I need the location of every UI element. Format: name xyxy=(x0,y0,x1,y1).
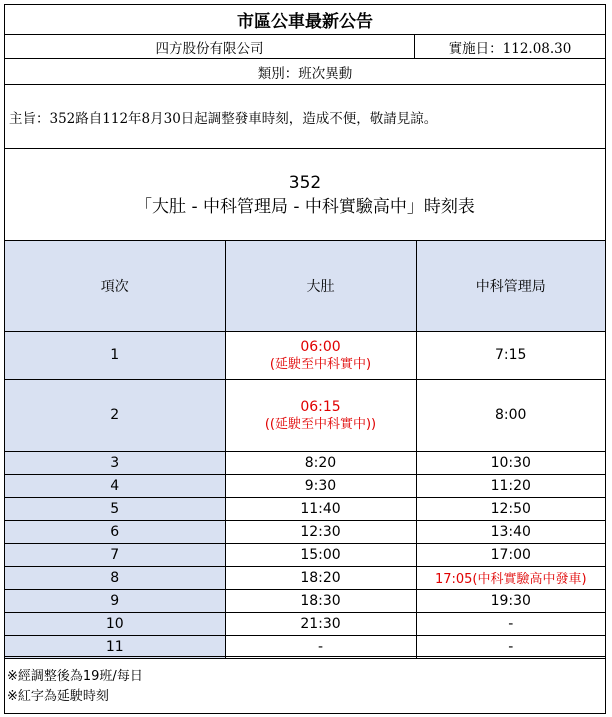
row-index: 11 xyxy=(5,635,225,658)
row-index: 3 xyxy=(5,451,225,474)
dadu-time: 9:30 xyxy=(225,474,416,497)
dadu-time xyxy=(225,379,416,451)
table-row xyxy=(5,379,605,451)
dadu-time: 12:30 xyxy=(225,520,416,543)
notice-sheet xyxy=(4,4,606,714)
dadu-time-note: (延駛至中科實中) xyxy=(269,356,372,372)
mgmt-time: 10:30 xyxy=(416,451,605,474)
table-row xyxy=(5,589,605,612)
dadu-time xyxy=(225,331,416,379)
company-name: 四方股份有限公司 xyxy=(5,35,415,58)
mgmt-time: 17:05(中科實驗高中發車) xyxy=(416,566,605,589)
row-index: 2 xyxy=(5,379,225,451)
mgmt-time: 17:00 xyxy=(416,543,605,566)
mgmt-time: 11:20 xyxy=(416,474,605,497)
mgmt-time: 8:00 xyxy=(416,379,605,451)
timetable xyxy=(5,241,605,659)
dadu-time-note: ((延駛至中科實中)) xyxy=(264,416,377,432)
row-index: 6 xyxy=(5,520,225,543)
route-number: 352 xyxy=(288,172,322,193)
mgmt-time: 19:30 xyxy=(416,589,605,612)
subject-text: 主旨：352路自112年8月30日起調整發車時刻，造成不便，敬請見諒。 xyxy=(5,85,605,149)
table-row xyxy=(5,451,605,474)
row-index: 4 xyxy=(5,474,225,497)
dadu-time: 21:30 xyxy=(225,612,416,635)
mgmt-time: 7:15 xyxy=(416,331,605,379)
row-index: 9 xyxy=(5,589,225,612)
dadu-time: 8:20 xyxy=(225,451,416,474)
footnotes xyxy=(5,656,605,713)
dadu-time: 18:30 xyxy=(225,589,416,612)
table-row xyxy=(5,497,605,520)
mgmt-time: - xyxy=(416,612,605,635)
mgmt-time: 13:40 xyxy=(416,520,605,543)
header-mgmt: 中科管理局 xyxy=(416,241,605,331)
category-label: 類別：班次異動 xyxy=(5,59,605,85)
table-row xyxy=(5,331,605,379)
effective-date: 實施日：112.08.30 xyxy=(448,40,572,57)
mgmt-time: - xyxy=(416,635,605,658)
table-row xyxy=(5,566,605,589)
dadu-time: 11:40 xyxy=(225,497,416,520)
timetable-header xyxy=(5,241,605,331)
table-row xyxy=(5,635,605,658)
timetable-title xyxy=(5,149,605,241)
mgmt-time: 12:50 xyxy=(416,497,605,520)
dadu-time-value: 06:15 xyxy=(300,398,341,415)
footnote-red-legend: ※紅字為延駛時刻 xyxy=(7,689,109,704)
company-row xyxy=(5,35,605,59)
dadu-time-value: 06:00 xyxy=(300,338,341,355)
dadu-time: 15:00 xyxy=(225,543,416,566)
notice-title: 市區公車最新公告 xyxy=(5,5,605,35)
table-row xyxy=(5,543,605,566)
header-dadu: 大肚 xyxy=(225,241,416,331)
table-row xyxy=(5,520,605,543)
route-name: 「大肚 - 中科管理局 - 中科實驗高中」時刻表 xyxy=(135,196,475,217)
footnote-total-trips: ※經調整後為19班/每日 xyxy=(7,669,143,684)
table-row xyxy=(5,612,605,635)
dadu-time: 18:20 xyxy=(225,566,416,589)
dadu-time: - xyxy=(225,635,416,658)
row-index: 7 xyxy=(5,543,225,566)
row-index: 1 xyxy=(5,331,225,379)
row-index: 5 xyxy=(5,497,225,520)
table-row xyxy=(5,474,605,497)
header-index: 項次 xyxy=(5,241,225,331)
row-index: 10 xyxy=(5,612,225,635)
row-index: 8 xyxy=(5,566,225,589)
